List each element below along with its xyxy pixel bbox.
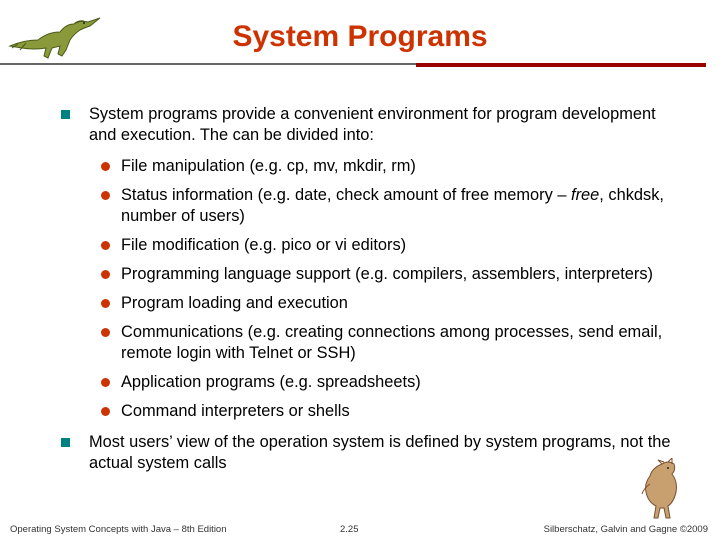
round-bullet-icon (101, 270, 110, 279)
page-title: System Programs (232, 20, 488, 53)
sub-bullet-text: Command interpreters or shells (121, 402, 350, 420)
slide-body (60, 104, 680, 480)
round-bullet-icon (101, 162, 110, 171)
sub-bullet-italic: free (571, 186, 600, 204)
title-rule (0, 63, 416, 65)
sub-bullet-item (60, 264, 680, 285)
dinosaur-logo-icon (4, 10, 102, 62)
round-bullet-icon (101, 328, 110, 337)
bullet-text: Most users’ view of the operation system is defined by system programs, not the actual system calls (89, 433, 671, 472)
sub-bullet-text: File modification (e.g. pico or vi editors) (121, 236, 407, 254)
sub-bullet-item (60, 401, 680, 422)
round-bullet-icon (101, 191, 110, 200)
footer-page-number: 2.25 (340, 524, 359, 535)
dinosaur-corner-icon (632, 458, 692, 520)
square-bullet-icon (61, 438, 70, 447)
sub-bullet-text: Program loading and execution (121, 294, 348, 312)
round-bullet-icon (101, 299, 110, 308)
sub-bullet-item (60, 322, 680, 364)
round-bullet-icon (101, 378, 110, 387)
sub-bullet-item (60, 293, 680, 314)
footer-book-title: Operating System Concepts with Java – 8th Edition (10, 524, 227, 535)
sub-bullet-text-start: Status information (e.g. date, check amount of free memory – (121, 186, 572, 204)
bullet-item (60, 432, 680, 474)
sub-bullet-text: Application programs (e.g. spreadsheets) (121, 373, 421, 391)
title-accent-rule (416, 63, 706, 67)
sub-bullet-list (60, 156, 680, 422)
sub-bullet-text-end: , chkdsk, number of users) (121, 186, 664, 225)
sub-bullet-item (60, 156, 680, 177)
sub-bullet-text: Programming language support (e.g. compilers, assemblers, interpreters) (121, 265, 654, 283)
bullet-item (60, 104, 680, 146)
round-bullet-icon (101, 407, 110, 416)
sub-bullet-item (60, 372, 680, 393)
sub-bullet-text: Communications (e.g. creating connections among processes, send email, remote login with Telnet or SSH) (121, 323, 663, 362)
round-bullet-icon (101, 241, 110, 250)
sub-bullet-item (60, 235, 680, 256)
footer-authors: Silberschatz, Galvin and Gagne ©2009 (543, 524, 708, 535)
sub-bullet-text: File manipulation (e.g. cp, mv, mkdir, rm) (121, 157, 416, 175)
sub-bullet-item (60, 185, 680, 227)
bullet-text: System programs provide a convenient environment for program development and execution. The can be divided into: (89, 105, 656, 144)
square-bullet-icon (61, 110, 70, 119)
